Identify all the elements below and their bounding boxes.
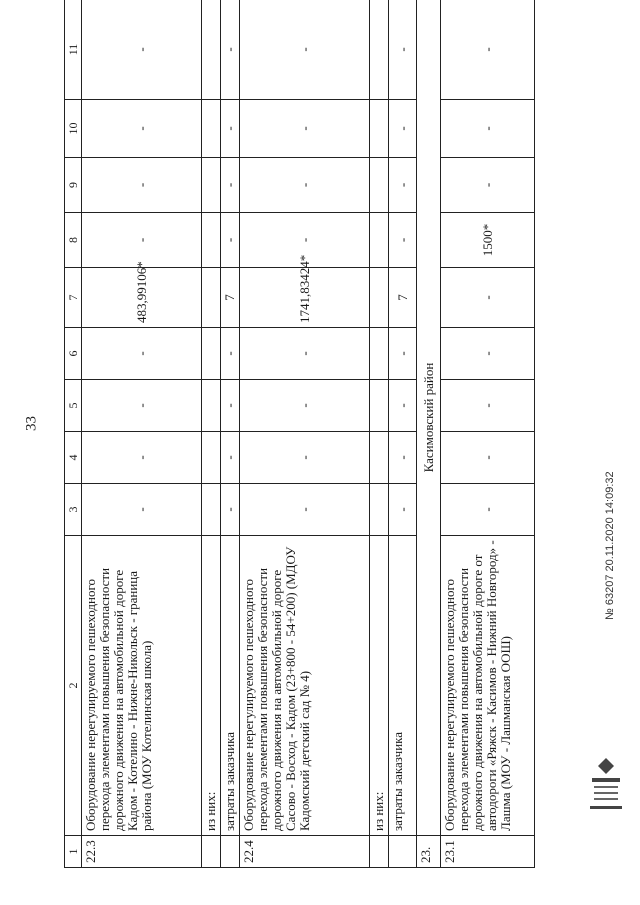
page-number: 33	[23, 416, 40, 431]
header-cell: 5	[65, 380, 82, 432]
table-cell: -	[441, 158, 535, 213]
table-cell: -	[240, 213, 370, 268]
table-cell	[389, 836, 417, 868]
table-cell	[370, 268, 389, 328]
table-row	[240, 0, 370, 868]
header-cell: 6	[65, 328, 82, 380]
table-cell: -	[441, 484, 535, 536]
table-cell: 1741,83424*	[240, 268, 370, 328]
table-cell: 23.1	[441, 836, 535, 868]
table-cell: -	[221, 432, 240, 484]
table-cell	[202, 268, 221, 328]
header-cell: 4	[65, 432, 82, 484]
table-cell: -	[240, 432, 370, 484]
table-cell: -	[82, 213, 202, 268]
table-cell	[202, 158, 221, 213]
table-cell: -	[82, 484, 202, 536]
table-cell: -	[441, 100, 535, 158]
table-cell	[370, 100, 389, 158]
table-cell	[370, 328, 389, 380]
table-row	[441, 0, 535, 868]
table-cell: -	[82, 158, 202, 213]
table-cell: -	[389, 432, 417, 484]
table-cell: 22.3	[82, 836, 202, 868]
table-cell: -	[240, 100, 370, 158]
table-cell: -	[389, 100, 417, 158]
table-cell: -	[221, 100, 240, 158]
table-cell: затраты заказчика	[389, 536, 417, 836]
table-cell	[202, 380, 221, 432]
header-cell: 9	[65, 158, 82, 213]
table-cell: Оборудование нерегулируемого пешеходного перехода элементами повышения безопасности дорожного движения на автомобильной дороге от автодороги «Ряжск - Касимов - Нижний Новгород» - Лашма (МОУ - Лашманская ООШ)	[441, 536, 535, 836]
table-cell	[370, 836, 389, 868]
table-cell: -	[221, 484, 240, 536]
table-cell: -	[441, 432, 535, 484]
table-cell	[202, 100, 221, 158]
header-cell: 8	[65, 213, 82, 268]
table-cell: 22.4	[240, 836, 370, 868]
header-cell: 3	[65, 484, 82, 536]
table-cell	[202, 836, 221, 868]
table-cell: -	[389, 328, 417, 380]
header-row	[65, 0, 82, 868]
table-cell: -	[221, 158, 240, 213]
table-cell	[370, 0, 389, 100]
header-cell: 1	[65, 836, 82, 868]
table-cell: 7	[221, 268, 240, 328]
table-cell: из них:	[370, 536, 389, 836]
table-cell	[202, 432, 221, 484]
table-cell	[370, 380, 389, 432]
table-cell: -	[389, 380, 417, 432]
table-cell: 7	[389, 268, 417, 328]
table-cell: 1500*	[441, 213, 535, 268]
table-cell: -	[389, 213, 417, 268]
table-cell: затраты заказчика	[221, 536, 240, 836]
table-row	[82, 0, 202, 868]
header-cell: 11	[65, 0, 82, 100]
table-cell: -	[82, 100, 202, 158]
table-cell: Оборудование нерегулируемого пешеходного перехода элементами повышения безопасности дорожного движения на автомобильной дороге Кадом - Котелино - Нижне-Никольск - граница района (МОУ Котелинская школа)	[82, 536, 202, 836]
table-cell: -	[240, 484, 370, 536]
table-cell: -	[221, 380, 240, 432]
table-cell: -	[82, 0, 202, 100]
table-cell: -	[240, 158, 370, 213]
table-cell: 483,99106*	[82, 268, 202, 328]
table-cell: из них:	[202, 536, 221, 836]
rotated-table-container	[64, 0, 620, 868]
table-row	[417, 0, 441, 868]
table-cell	[202, 213, 221, 268]
table-cell: -	[389, 0, 417, 100]
table-cell: -	[240, 380, 370, 432]
header-cell: 7	[65, 268, 82, 328]
table-cell: -	[441, 328, 535, 380]
table-cell: Оборудование нерегулируемого пешеходного перехода элементами повышения безопасности дорожного движения на автомобильной дороге Сасово - Восход - Кадом (23+800 - 54+200) (МДОУ Кадомский детский сад № 4)	[240, 536, 370, 836]
table-cell	[370, 213, 389, 268]
header-cell: 2	[65, 536, 82, 836]
table-cell: -	[389, 484, 417, 536]
table-cell	[221, 836, 240, 868]
table-cell: -	[389, 158, 417, 213]
table-cell: -	[82, 432, 202, 484]
table-cell: -	[82, 380, 202, 432]
data-table	[64, 0, 535, 868]
table-row	[389, 0, 417, 868]
table-cell: -	[441, 380, 535, 432]
table-cell: -	[441, 0, 535, 100]
table-cell: -	[221, 213, 240, 268]
table-cell: -	[221, 0, 240, 100]
table-row	[202, 0, 221, 868]
table-cell: -	[240, 0, 370, 100]
table-cell: -	[240, 328, 370, 380]
table-cell: 23.	[417, 836, 441, 868]
table-row	[370, 0, 389, 868]
table-cell	[202, 0, 221, 100]
region-cell: Касимовский район	[417, 0, 441, 836]
header-cell: 10	[65, 100, 82, 158]
registration-stamp: № 63207 20.11.2020 14:09:32	[604, 471, 616, 620]
table-cell	[202, 484, 221, 536]
table-row	[221, 0, 240, 868]
table-cell	[370, 432, 389, 484]
table-cell	[370, 484, 389, 536]
emblem-logo	[584, 752, 628, 816]
table-cell: -	[441, 268, 535, 328]
table-cell: -	[82, 328, 202, 380]
table-cell	[202, 328, 221, 380]
table-cell	[370, 158, 389, 213]
table-cell: -	[221, 328, 240, 380]
